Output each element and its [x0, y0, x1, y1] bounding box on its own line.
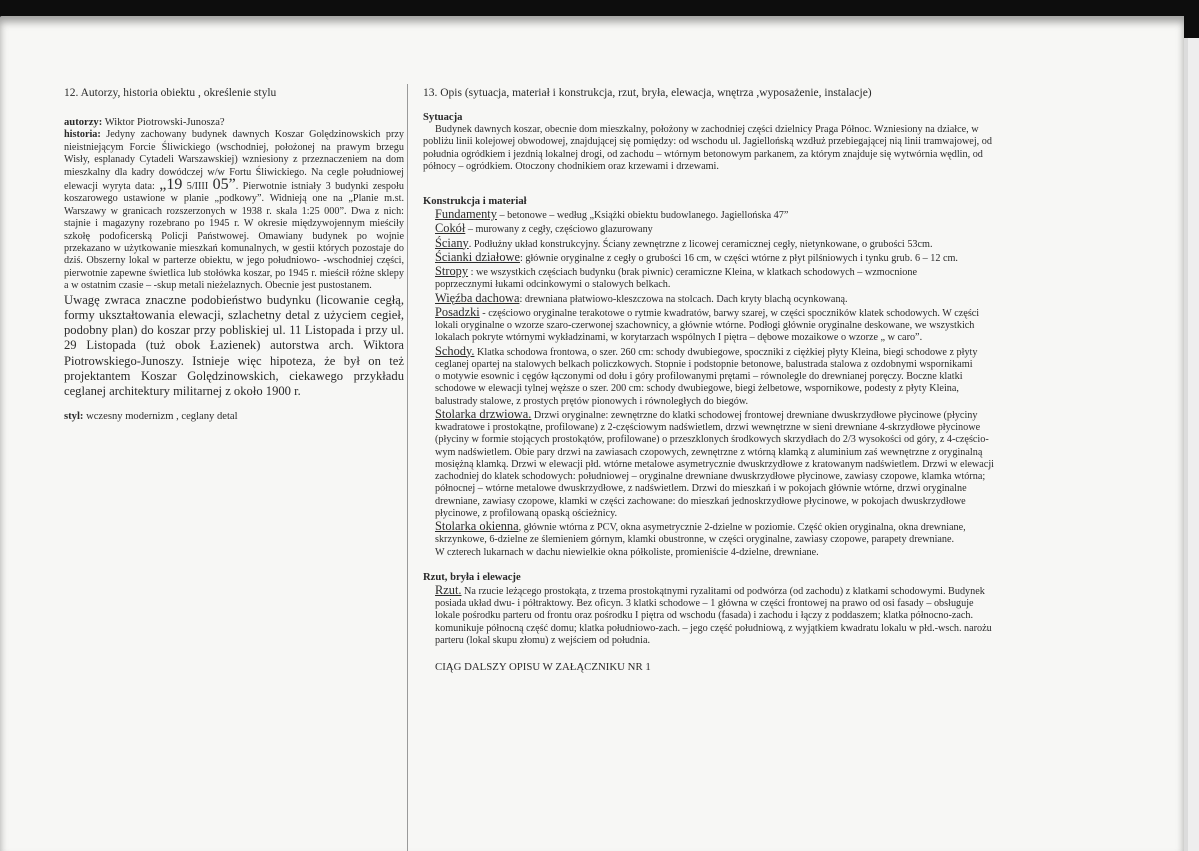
konstrukcja-text: – betonowe – według „Książki obiektu budowlanego. Jagiellońska 47” [496, 210, 789, 221]
style-value: wczesny modernizm , ceglany detal [83, 411, 238, 423]
authors-value: Wiktor Piotrowski-Junosza? [102, 117, 225, 128]
konstrukcja-text: kwadratowe i prostokątne, profilowane) z 2-częściowym nadświetlem, drzwi wewnętrzne w sieni drewniane 4-skrzydłowe płycinowe [435, 422, 981, 433]
sytuacja-text [423, 124, 1125, 173]
konstrukcja-line [435, 434, 1125, 446]
style-label: styl: [64, 411, 84, 423]
konstrukcja-term: Stolarka okienna [435, 519, 519, 533]
konstrukcja-term: Fundamenty [435, 207, 497, 221]
history-text: Jedyny zachowany budynek dawnych Koszar Golędzinowskich przy nieistniejącym Forcie Śliwickiego (wschodniej, położonej na prawym brzegu Wisły, esplanady Cytadeli Warszawskiej) wzniesiony z przeznaczeniem na dom mieszkalny dla kadry dowódczej w/w Fortu Śliwickiego. Na cegle południowej elewacji wyryta data: [64, 129, 404, 193]
konstrukcja-line [435, 371, 1125, 383]
konstrukcja-text: schodowe w elewacji tylnej węższe o szer. 200 cm: schody dwubiegowe, biegi żelbetowe, wspornikowe, podesty z płyty Kleina, [435, 383, 959, 395]
section-13 [423, 86, 1125, 673]
konstrukcja-text: poprzecznymi łukami odcinkowymi o stalowych belkach. [435, 279, 671, 291]
konstrukcja-line [435, 359, 1125, 371]
konstrukcja-list [423, 208, 1125, 559]
konstrukcja-text: : głównie oryginalne z cegły o grubości 16 cm, w części wtórne z płyt pilśniowych i tynku grub. 6 – 12 cm. [520, 252, 958, 264]
konstrukcja-line [435, 306, 1125, 320]
konstrukcja-term: Stolarka drzwiowa. [435, 406, 532, 421]
authors-line [64, 117, 404, 129]
history-label: historia: [64, 129, 101, 141]
attribution-paragraph: Uwagę zwraca znaczne podobieństwo budynku (licowanie cegłą, formy ukształtowania elewacji, szlachetny detal z użyciem cegieł, podobny plan) do koszar przy pobliskiej ul. 11 Listopada i przy ul. 29 Listopada (tuż obok Łazienek) autorstwa arch. Wiktora Piotrowskiego-Junoszy. Istnieje więc hipoteza, że był on też projektantem Koszar Golędzinowskich, ciekawego przykładu ceglanej architektury militarnej z około 1900 r. [64, 292, 404, 398]
text-line: Budynek dawnych koszar, obecnie dom mieszkalny, położony w zachodniej części dzielnicy Praga Północ. Wzniesiony na działce, w [435, 124, 979, 135]
text-line: lokale pośrodku parteru od frontu oraz pośrodku I piętra od wschodu (fasada) i zachodu i łączy z poddaszem; klatka północno-zach. [435, 610, 974, 622]
konstrukcja-title: Konstrukcja i materiał [423, 196, 527, 207]
konstrukcja-text: zachodniej do klatek schodowych: południowej – oryginalne drewniane dwuskrzydłowe płycinowe, zawiasy czopowe, klamka wtórna; [435, 471, 986, 482]
konstrukcja-text: : we wszystkich częściach budynku (brak piwnic) ceramiczne Kleina, w klatkach schodowych – wzmocnione [468, 267, 917, 278]
konstrukcja-line [435, 251, 1125, 265]
konstrukcja-text: Drzwi oryginalne: zewnętrzne do klatki schodowej frontowej drewniane dwuskrzydłowe płycinowe (płyciny [531, 409, 978, 421]
rzut-term: Rzut. [435, 582, 462, 597]
konstrukcja-line [435, 520, 1125, 534]
konstrukcja-text: północnej – wtórne metalowe dwuskrzydłowe, z nadświetlem. Drzwi do mieszkań i w pokojach głównie wtórne, drzwi oryginalne [435, 483, 967, 495]
konstrukcja-text: ceglanej opartej na stalowych belkach policzkowych. Stopnie i podstopnie betonowe, balustrada stalowa z ozdobnymi wspornikami [435, 358, 973, 370]
konstrukcja-text: . Podłużny układ konstrukcyjny. Ściany zewnętrzne z licowej ceramicznej cegły, nietynkowane, o grubości 53cm. [468, 238, 933, 250]
inscription-date-end: 05” [212, 176, 236, 194]
konstrukcja-line [435, 508, 1125, 520]
konstrukcja-line [435, 496, 1125, 508]
konstrukcja-text: mosiężną klamką. Drzwi w elewacji płd. wtórne metalowe asymetrycznie dwuskrzydłowe z kratowanym nadświetlem. Drzwi w elewacji [435, 458, 994, 470]
text-line: komunikuje północną część domu; klatka południowo-zach. – jego część południową, z wyjątkiem kwadratu lokalu w płd.-wsch. narożu [435, 622, 992, 634]
history-text-continued: . Pierwotnie istniały 3 budynki zespołu koszarowego ustawione w planie „podkowy”. Widnieją one na „Planie m.st. Warszawy w granicach rozszerzonych w 1938 r. skala 1:25 000”. Dwa z nich: stajnie i magazyny rozebrano po 1945 r. W okresie międzywojennym mieściły szkołę podoficerską Policji Państwowej. Omawiany budynek po wojnie przekazano w użytkowanie mieszkań komunalnych, w gestii których pozostaje do dziś. Obszerny lokal w parterze obiektu, w jego południowo- -wschodniej części, pierwotnie zapewne świetlica lub stołówka koszar, po 1945 r. mieścił różne sklepy a w ostatnim czasie – -skup metali nieżelaznych. Obecnie jest pustostanem. [64, 181, 404, 292]
konstrukcja-line [435, 279, 1125, 291]
konstrukcja-line [435, 320, 1125, 332]
konstrukcja-line [435, 237, 1125, 251]
konstrukcja-text: – murowany z cegły, częściowo glazurowany [465, 224, 653, 236]
konstrukcja-line [435, 471, 1125, 483]
konstrukcja-line [435, 447, 1125, 459]
konstrukcja-line [435, 222, 1125, 236]
section-13-heading: 13. Opis (sytuacja, materiał i konstrukcja, rzut, bryła, elewacja, wnętrza ,wyposażenie, instalacje) [423, 87, 872, 99]
text-line: południa ogródkiem i jezdnią lokalnej drogi, od zachodu – wtórnym betonowym parkanem, za którym znajduje się wytwórnia wędlin, od [423, 148, 983, 160]
konstrukcja-line [435, 208, 1125, 222]
konstrukcja-text: lokali oryginalne o wzorze szaro-czerwonej szachownicy, a głównie wtórne. Podłogi głównie oryginalne deskowane, we wszystkich [435, 320, 975, 331]
konstrukcja-line [435, 292, 1125, 306]
inscription-date-year: „19 [159, 176, 183, 194]
konstrukcja-line [435, 483, 1125, 495]
konstrukcja-text: wym nadświetlem. Obie pary drzwi na zawiasach czopowych, zewnętrzne z wtórną klamką z aluminium zaś wewnętrzne z oryginalną [435, 446, 983, 458]
sytuacja-title: Sytuacja [423, 112, 463, 123]
text-line: parteru (lokal skupu złomu) z wejściem od południa. [435, 634, 651, 646]
authors-label: autorzy: [64, 117, 103, 128]
konstrukcja-term: Więźba dachowa [435, 290, 520, 305]
rzut-text [423, 584, 1125, 647]
konstrukcja-line [435, 396, 1125, 408]
konstrukcja-line [435, 383, 1125, 395]
inscription-date-day: 5/IIII [182, 181, 213, 193]
konstrukcja-text: , głównie wtórna z PCV, okna asymetrycznie 2-dzielne w poziomie. Część okien oryginalna, okna drewniane, [518, 522, 966, 533]
konstrukcja-line [435, 408, 1125, 422]
style-line [64, 411, 404, 423]
konstrukcja-text: balustrady stalowe, z prostych prętów pionowych i równoległych do biegów. [435, 395, 749, 407]
konstrukcja-text: : drewniana płatwiowo-kleszczowa na stolcach. Dach kryty blachą ocynkowaną. [519, 293, 848, 305]
konstrukcja-line [435, 332, 1125, 344]
konstrukcja-text: Klatka schodowa frontowa, o szer. 260 cm: schody dwubiegowe, spoczniki z ciężkiej płyty Kleina, biegi schodowe z płyty [474, 346, 978, 358]
section-12-heading: 12. Autorzy, historia obiektu , określenie stylu [64, 87, 277, 99]
konstrukcja-line [435, 422, 1125, 434]
konstrukcja-line [435, 547, 1125, 559]
konstrukcja-text: płycinowe, z profilowaną opaską ościeżnicy. [435, 507, 618, 519]
konstrukcja-term: Cokół [435, 221, 466, 236]
continuation-note: CIĄG DALSZY OPISU W ZAŁĄCZNIKU NR 1 [435, 661, 651, 673]
konstrukcja-text: W czterech lukarnach w dachu niewielkie okna półkoliste, promieniście 4-dzielne, drewniane. [435, 546, 819, 558]
section-12 [64, 86, 404, 424]
text-line: Rzut. Na rzucie leżącego prostokąta, z trzema prostokątnymi ryzalitami od podwórza (od zachodu) z klatkami schodowymi. Budynek [435, 582, 985, 597]
text-line: pobliżu linii kolejowej obwodowej, znajdującej się pomiędzy: od wschodu ul. Jagiellońską wzdłuż przebiegającej nią linii tramwajowej, od [423, 136, 992, 148]
konstrukcja-term: Ściany [435, 235, 469, 250]
konstrukcja-text: o motywie esownic i cęgów łączonymi od dołu i góry profilowanymi prętami – równolegle do drewnianej poręczy. Boczne klatki [435, 371, 963, 382]
rzut-title: Rzut, bryła i elewacje [423, 571, 521, 583]
konstrukcja-text: lokalach pokryte wtórnymi wykładzinami, w korytarzach wspólnych I piętra – dębowe mozaikowe o wzorze „ w caro”. [435, 332, 923, 344]
konstrukcja-text: skrzynkowe, 6-dzielne ze ślemieniem górnym, klamki obustronne, w części oryginalne, zawiasy czopowe, parapety drewniane. [435, 534, 955, 546]
konstrukcja-text: (płyciny w formie stojących prostokątów, profilowane) o przeszklonych środkowych skrzydłach do 2/3 wysokości od góry, z 4-częścio- [435, 434, 989, 446]
page-edge [1184, 38, 1199, 851]
konstrukcja-text: drewniane, zawiasy czopowe, klamki w części zachowane: do mieszkań jednoskrzydłowe płycinowe, w pokojach dwuskrzydłowe [435, 495, 966, 507]
konstrukcja-line [435, 345, 1125, 359]
text-line: północy – ogródkiem. Otoczony chodnikiem oraz krzewami i drzewami. [423, 160, 719, 172]
konstrukcja-line [435, 534, 1125, 546]
konstrukcja-line [435, 265, 1125, 279]
konstrukcja-term: Ścianki działowe [435, 249, 520, 264]
konstrukcja-text: - częściowo oryginalne terakotowe o rytmie kwadratów, barwy szarej, w części spoczników klatek schodowych. W części [479, 307, 980, 319]
history-paragraph [64, 129, 404, 292]
konstrukcja-term: Posadzki [435, 304, 480, 319]
column-divider [407, 84, 408, 851]
text-line: posiada układ dwu- i półtraktowy. Bez oficyn. 3 klatki schodowe – 1 główna w części frontowej na prawo od osi fasady – obsługuje [435, 598, 974, 609]
konstrukcja-line [435, 459, 1125, 471]
konstrukcja-term: Schody. [435, 343, 475, 358]
konstrukcja-term: Stropy [435, 264, 469, 278]
